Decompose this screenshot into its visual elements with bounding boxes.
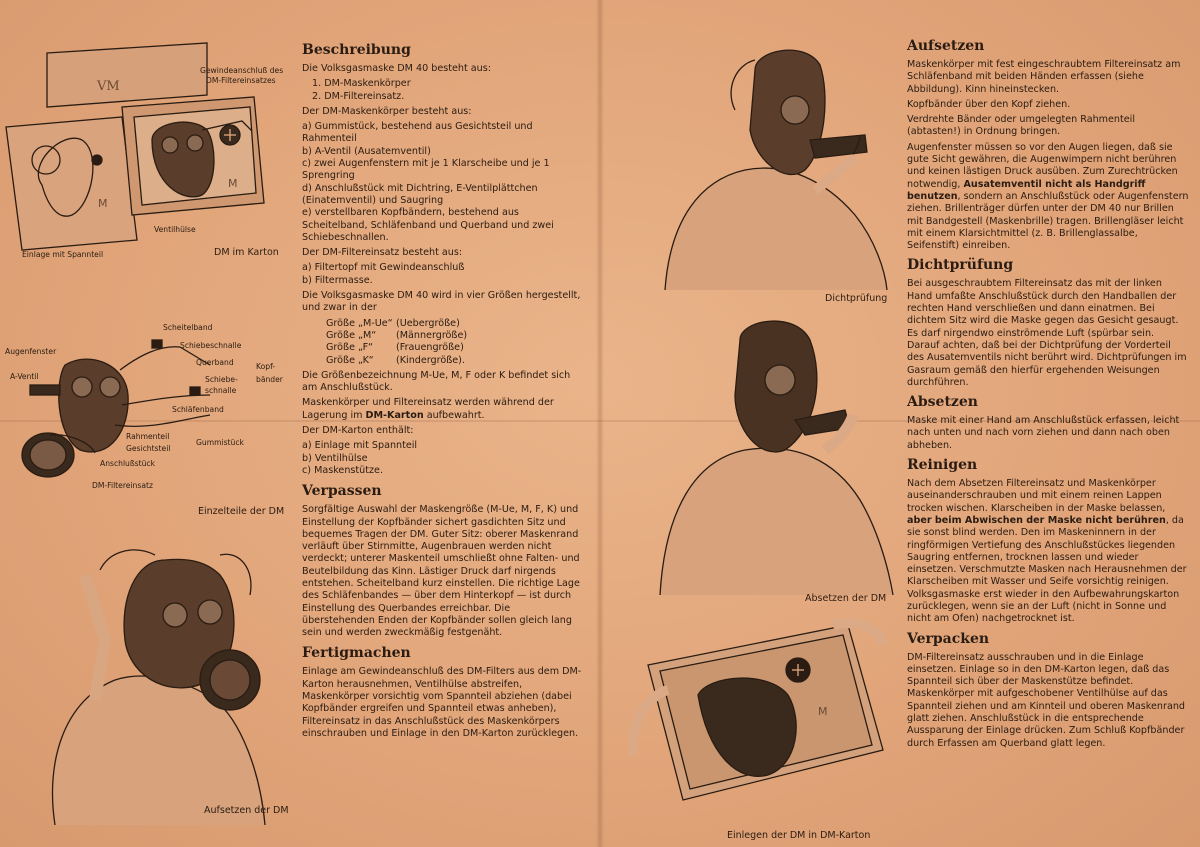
filter-item: b) Filtermasse. [302,274,373,286]
heading-verpacken: Verpacken [907,630,990,647]
label-schnalle: schnalle [205,386,237,395]
heading-reinigen: Reinigen [907,457,978,474]
label-kopf: Kopf- [256,362,276,371]
label-anschlussstueck: Anschlußstück [100,459,155,468]
insert-m-mark: M [228,177,238,190]
label-schiebe: Schiebe- [205,375,238,384]
label-gesichtsteil: Gesichtsteil [126,444,171,453]
lagerung-paragraph: Maskenkörper und Filtereinsatz werden während der Lagerung im DM-Karton aufbewahrt. [302,397,554,421]
label-querband: Querband [196,358,234,367]
caption-aufsetzen-der-dm: Aufsetzen der DM [204,805,289,816]
label-ventilhuelse: Ventilhülse [154,225,196,234]
label-filtereinsatz: DM-Filtereinsatzes [206,76,276,85]
size-name: Größe „M“ [326,329,377,341]
koerper-item: b) A-Ventil (Ausatemventil) [302,145,431,157]
caption-absetzen-der-dm: Absetzen der DM [805,593,887,604]
koerper-item: a) Gummistück, bestehend aus Gesichtsteil und Rahmenteil [302,121,533,145]
koerper-intro: Der DM-Maskenkörper besteht aus: [302,105,472,117]
size-desc: (Männergröße) [396,329,468,341]
aufsetzen-p4: Augenfenster müssen so vor den Augen liegen, daß sie gute Sicht gewähren, die Augenwimpern nicht berühren und keinen lästigen Druck ausüben. Zum Zurechtrücken notwendig, Ausatemventil nicht als Handgriff benutzen, sondern an Anschlußstück oder Augenfenstern ziehen. Brillenträger dürfen unter der DM 40 nur Brillen mit Bandgestell (Maskenbrille) tragen. Brillengläser leicht mit einem Klarsichtmittel (z. B. Brillenglassalbe, Seifenstift) einreiben. [907,141,1189,252]
verpassen-paragraph: Sorgfältige Auswahl der Maskengröße (M-Ue, M, F, K) und Einstellung der Kopfbänder sichert gasdichten Sitz und bequemes Tragen der DM. Guter Sitz: oberer Maskenrand verläuft über Stirnmitte, Augenbrauen werden nicht verdeckt; unterer Maskenteil umschließt ohne Falten- und Beutelbildung das Kinn. Lästiger Druck darf nirgends entstehen. Scheitelband kurz einstellen. Die richtige Lage des Schläfenbandes — über dem Hinterkopf — ist durch Einstellung des Querbandes erreichbar. Die überstehenden Enden der Kopfbänder sollen gleich lang sein und werden zweckmäßig festgenäht. [302,504,580,639]
karton-intro: Der DM-Karton enthält: [302,425,414,437]
karton-item: a) Einlage mit Spannteil [302,440,418,452]
size-desc: (Frauengröße) [396,342,464,354]
heading-absetzen: Absetzen [907,394,978,411]
label-einlage: Einlage mit Spannteil [22,250,104,259]
koerper-item: d) Anschlußstück mit Dichtring, E-Ventilplättchen (Einatemventil) und Saugring [302,182,538,206]
size-name: Größe „M-Ue“ [326,317,393,329]
removing-mask-illustration [655,310,900,595]
label-gewindeanschluss: Gewindeanschluß des [200,66,284,75]
label-dm-filtereinsatz: DM-Filtereinsatz [92,481,153,490]
label-aventil: A-Ventil [10,372,39,381]
filter-item: a) Filtertopf mit Gewindeanschluß [302,262,465,274]
reinigen-paragraph: Nach dem Absetzen Filtereinsatz und Maskenkörper auseinanderschrauben und mit einem reinen Lappen trocken wischen. Klarscheiben in der Maske belassen, aber beim Abwischen der Maske nicht berühren, da sie sonst blind werden. Den im Maskeninnern in der ringförmigen Vertiefung des Anschlußstückes liegenden Saugring entfernen, trocknen lassen und wieder einsetzen. Verschmutzte Masken nach Herausnehmen der Klarscheiben mit Wasser und Seife vorsichtig reinigen. Volksgasmaske erst wieder in den Aufbewahrungskarton zurücklegen, wenn sie an der Luft (nicht in Sonne und nicht am Ofen) nachgetrocknet ist. [907,478,1187,625]
caption-dm-im-karton: DM im Karton [214,247,279,258]
size-desc: (Kindergröße). [396,354,465,366]
koerper-item: e) verstellbaren Kopfbändern, bestehend aus Scheitelband, Schläfenband und Querband und zwei Schiebeschnallen. [302,207,554,243]
packing-mask-illustration [628,605,908,830]
label-scheitelband: Scheitelband [163,323,213,332]
left-text-column [302,42,584,743]
absetzen-paragraph: Maske mit einer Hand am Anschlußstück erfassen, leicht nach unten und nach vorn ziehen und dann nach oben abheben. [907,415,1180,451]
sizes-intro: Die Volksgasmaske DM 40 wird in vier Größen hergestellt, und zwar in der [302,290,581,314]
intro-item: 2. DM-Filtereinsatz. [312,90,405,102]
beschreibung-intro: Die Volksgasmaske DM 40 besteht aus: [302,63,491,74]
size-desc: (Uebergröße) [396,317,460,329]
heading-beschreibung: Beschreibung [302,42,411,58]
caption-dichtpruefung: Dichtprüfung [825,293,888,304]
box-m-mark: M [98,197,108,210]
heading-dichtpruefung: Dichtprüfung [907,257,1014,274]
center-fold [596,0,604,847]
size-list [302,318,584,367]
label-gummistueck: Gummistück [196,438,244,447]
koerper-item: c) zwei Augenfenstern mit je 1 Klarscheibe und je 1 Sprengring [302,158,550,182]
karton-item: c) Maskenstütze. [302,464,384,476]
label-schlaefenband: Schläfenband [172,405,224,414]
label-rahmenteil: Rahmenteil [126,432,170,441]
fertigmachen-paragraph: Einlage am Gewindeanschluß des DM-Filters aus dem DM-Karton herausnehmen, Ventilhülse abstreifen, Maskenkörper vorsichtig vom Spannteil abziehen (dabei Kopfbänder ergreifen und Spannteil etwas anheben), Filtereinsatz in das Anschlußstück des Maskenkörpers einschrauben und Einlage in den DM-Karton zurücklegen. [302,666,582,739]
label-baender: bänder [256,375,283,384]
aufsetzen-p3: Verdrehte Bänder oder umgelegten Rahmenteil (abtasten!) in Ordnung bringen. [907,114,1136,138]
carton-m-mark: M [818,705,828,718]
aufsetzen-p2: Kopfbänder über den Kopf ziehen. [907,98,1071,110]
groesse-paragraph: Die Größenbezeichnung M-Ue, M, F oder K befindet sich am Anschlußstück. [302,369,571,394]
heading-fertigmachen: Fertigmachen [302,645,411,662]
size-name: Größe „K“ [326,354,374,366]
label-augenfenster: Augenfenster [5,347,57,356]
caption-einzelteile: Einzelteile der DM [198,506,285,517]
filter-intro: Der DM-Filtereinsatz besteht aus: [302,247,463,259]
label-schiebeschnalle: Schiebeschnalle [180,341,242,350]
seal-test-illustration [655,40,895,290]
dichtpruefung-paragraph: Bei ausgeschraubtem Filtereinsatz das mit der linken Hand umfaßte Anschlußstück durch den Handballen der rechten Hand verschließen und dann einatmen. Bei dichtem Sitz wird die Maske gegen das Gesicht gesaugt. Es darf nirgendwo einströmende Luft (spürbar sein. Darauf achten, daß bei der Dichtprüfung der Vorderteil des Ausatemventils nicht berührt wird. Dichtprüfungen im Gasraum gemäß den hierfür ergehenden Weisungen durchführen. [907,278,1187,388]
box-vm-mark: VM [97,79,120,94]
verpacken-paragraph: DM-Filtereinsatz ausschrauben und in die Einlage einsetzen. Einlage so in den DM-Karton legen, daß das Spannteil sich über der Maskenstütze befindet. Maskenkörper mit aufgeschobener Ventilhülse auf das Spannteil ziehen und am Kinnteil und oberen Maskenrand glatt ziehen. Anschlußstück in die entsprechende Aussparung der Einlage drücken. Zum Schluß Kopfbänder durch Erfassen am Querband glatt legen. [907,651,1185,749]
heading-verpassen: Verpassen [302,483,382,500]
man-putting-on-mask-illustration [25,540,285,825]
heading-aufsetzen: Aufsetzen [907,38,985,54]
karton-item: b) Ventilhülse [302,452,368,464]
right-text-column [907,38,1189,753]
aufsetzen-p1: Maskenkörper mit fest eingeschraubtem Filtereinsatz am Schläfenband mit beiden Händen erfassen (siehe Abbildung). Kinn hineinstecken. [907,59,1181,95]
intro-item: 1. DM-Maskenkörper [312,78,411,90]
size-name: Größe „F“ [326,342,373,354]
caption-einlegen: Einlegen der DM in DM-Karton [727,830,871,841]
